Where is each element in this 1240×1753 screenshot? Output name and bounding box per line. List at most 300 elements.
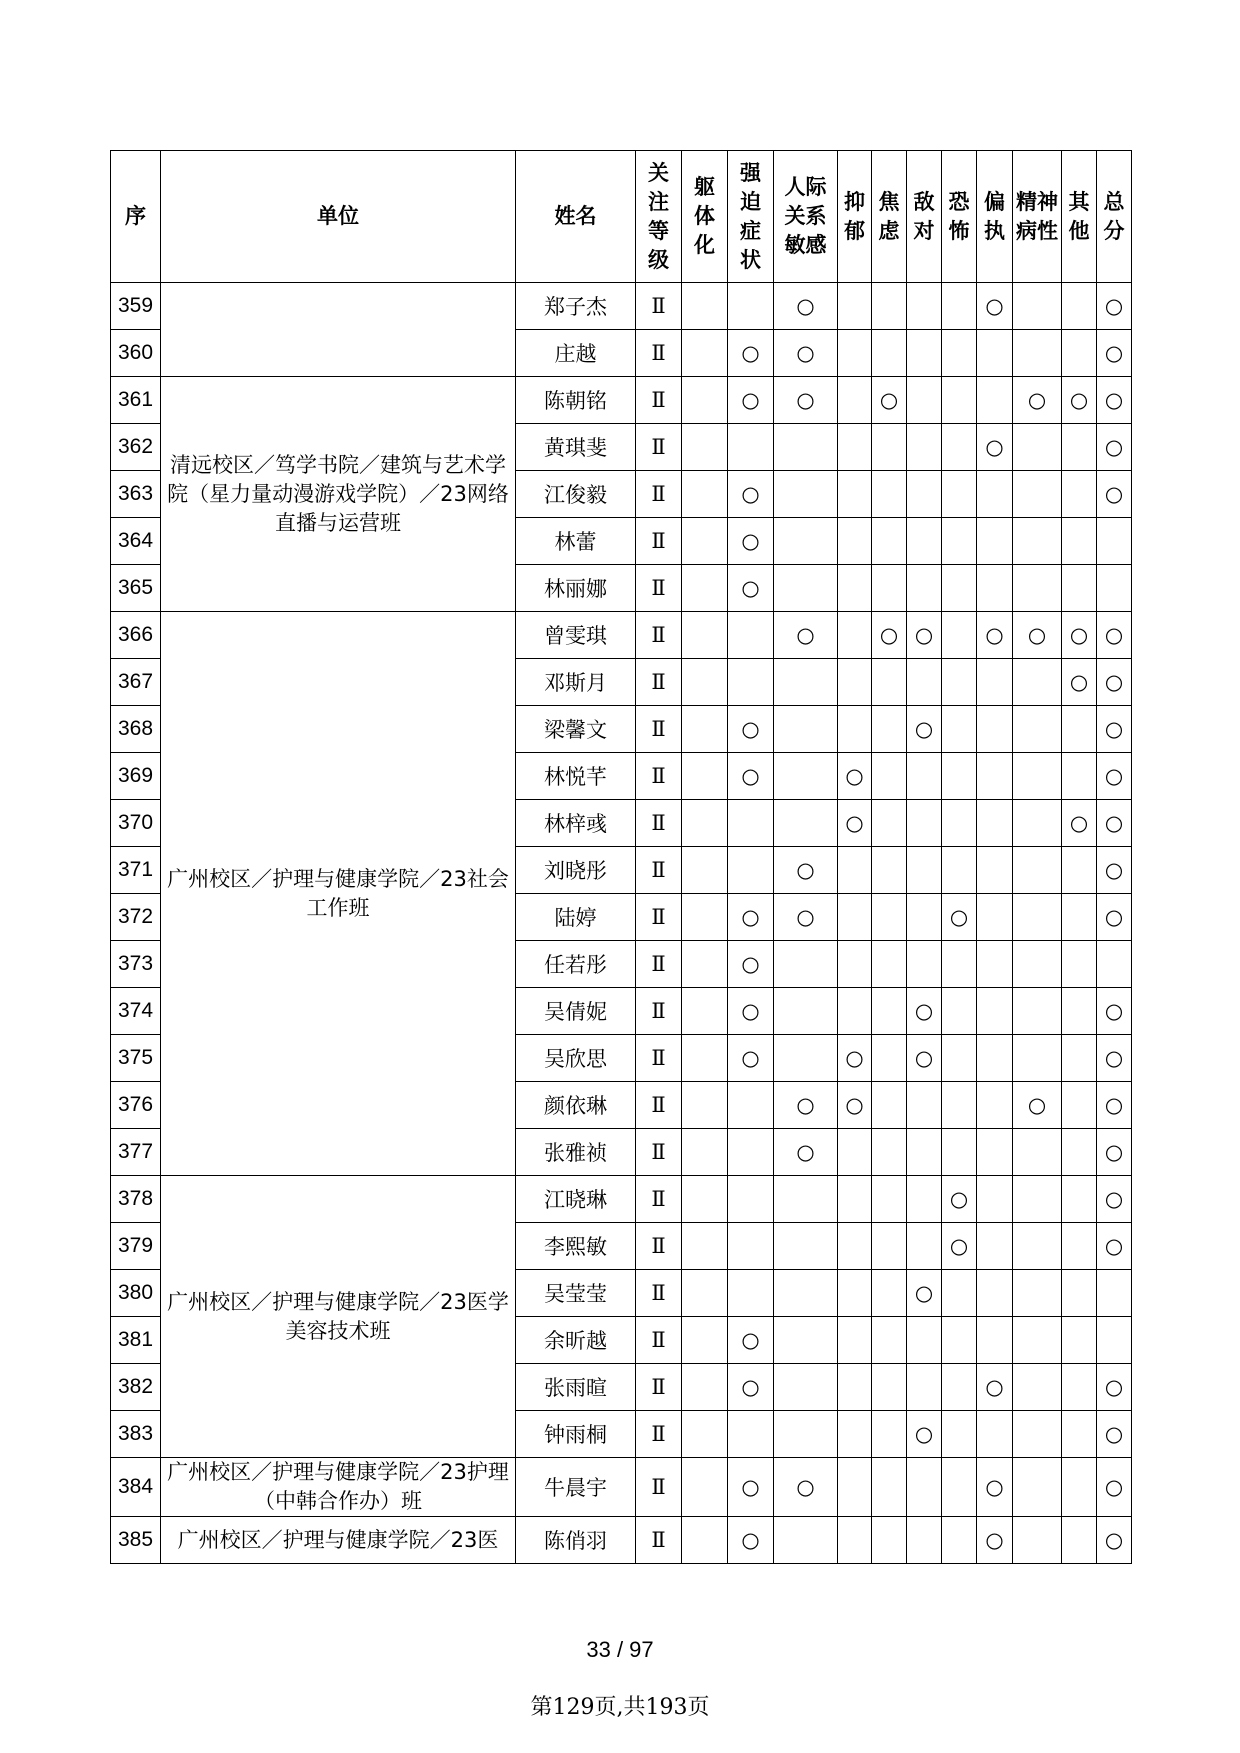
row-mark-hostility xyxy=(907,330,942,377)
row-seq: 363 xyxy=(111,471,161,518)
row-mark-phobia xyxy=(942,847,977,894)
row-mark-depression xyxy=(838,941,872,988)
row-mark-other xyxy=(1062,1517,1097,1564)
row-mark-psychoticism xyxy=(1013,659,1062,706)
row-mark-somatization xyxy=(682,471,728,518)
row-mark-total: ○ xyxy=(1097,988,1132,1035)
row-mark-depression xyxy=(838,518,872,565)
row-student-name: 梁馨文 xyxy=(516,706,636,753)
row-mark-interpersonal: ○ xyxy=(774,330,838,377)
row-student-name: 黄琪斐 xyxy=(516,424,636,471)
row-mark-other xyxy=(1062,1364,1097,1411)
row-mark-anxiety xyxy=(872,1223,907,1270)
row-mark-phobia xyxy=(942,1270,977,1317)
header-obsessive: 强迫症状 xyxy=(728,151,774,283)
row-mark-interpersonal xyxy=(774,1035,838,1082)
row-mark-hostility: ○ xyxy=(907,988,942,1035)
row-mark-depression: ○ xyxy=(838,1035,872,1082)
row-mark-somatization xyxy=(682,612,728,659)
row-attention-level: Ⅱ xyxy=(636,1223,682,1270)
row-seq: 367 xyxy=(111,659,161,706)
row-mark-interpersonal xyxy=(774,1176,838,1223)
row-mark-interpersonal xyxy=(774,706,838,753)
row-mark-somatization xyxy=(682,1458,728,1517)
header-depression: 抑郁 xyxy=(838,151,872,283)
row-mark-other: ○ xyxy=(1062,800,1097,847)
row-mark-obsessive: ○ xyxy=(728,941,774,988)
row-unit: 广州校区／护理与健康学院／23医学美容技术班 xyxy=(161,1176,516,1458)
row-mark-depression xyxy=(838,1517,872,1564)
row-mark-anxiety xyxy=(872,283,907,330)
row-mark-anxiety xyxy=(872,565,907,612)
row-mark-other xyxy=(1062,424,1097,471)
row-mark-somatization xyxy=(682,1082,728,1129)
row-mark-obsessive xyxy=(728,1082,774,1129)
row-mark-obsessive: ○ xyxy=(728,894,774,941)
row-mark-hostility xyxy=(907,659,942,706)
row-mark-total: ○ xyxy=(1097,659,1132,706)
row-mark-paranoia: ○ xyxy=(977,424,1013,471)
row-mark-psychoticism: ○ xyxy=(1013,612,1062,659)
row-student-name: 钟雨桐 xyxy=(516,1411,636,1458)
row-attention-level: Ⅱ xyxy=(636,1176,682,1223)
row-mark-obsessive xyxy=(728,612,774,659)
row-mark-anxiety xyxy=(872,1035,907,1082)
row-student-name: 吴莹莹 xyxy=(516,1270,636,1317)
row-mark-phobia xyxy=(942,659,977,706)
row-mark-depression xyxy=(838,1176,872,1223)
row-mark-total: ○ xyxy=(1097,1035,1132,1082)
row-mark-obsessive xyxy=(728,800,774,847)
header-interpersonal: 人际关系敏感 xyxy=(774,151,838,283)
row-mark-other: ○ xyxy=(1062,659,1097,706)
row-seq: 361 xyxy=(111,377,161,424)
row-mark-total: ○ xyxy=(1097,800,1132,847)
row-mark-psychoticism xyxy=(1013,565,1062,612)
row-mark-interpersonal xyxy=(774,941,838,988)
row-mark-hostility xyxy=(907,1223,942,1270)
row-mark-obsessive xyxy=(728,1223,774,1270)
row-mark-interpersonal xyxy=(774,988,838,1035)
header-unit: 单位 xyxy=(161,151,516,283)
row-mark-psychoticism xyxy=(1013,847,1062,894)
row-mark-obsessive xyxy=(728,424,774,471)
row-mark-interpersonal xyxy=(774,518,838,565)
row-mark-other xyxy=(1062,1129,1097,1176)
row-student-name: 郑子杰 xyxy=(516,283,636,330)
header-total: 总分 xyxy=(1097,151,1132,283)
row-mark-hostility xyxy=(907,424,942,471)
row-seq: 368 xyxy=(111,706,161,753)
row-mark-psychoticism xyxy=(1013,1223,1062,1270)
table-row xyxy=(111,612,1132,659)
row-mark-phobia xyxy=(942,1364,977,1411)
row-mark-somatization xyxy=(682,706,728,753)
row-mark-paranoia: ○ xyxy=(977,1458,1013,1517)
row-mark-obsessive xyxy=(728,283,774,330)
row-mark-hostility xyxy=(907,753,942,800)
row-mark-paranoia xyxy=(977,1035,1013,1082)
row-mark-total: ○ xyxy=(1097,330,1132,377)
row-mark-anxiety xyxy=(872,424,907,471)
row-attention-level: Ⅱ xyxy=(636,847,682,894)
row-mark-obsessive xyxy=(728,1129,774,1176)
row-mark-anxiety: ○ xyxy=(872,612,907,659)
row-mark-anxiety xyxy=(872,1129,907,1176)
row-mark-anxiety xyxy=(872,1082,907,1129)
row-mark-obsessive: ○ xyxy=(728,565,774,612)
row-mark-anxiety xyxy=(872,988,907,1035)
row-mark-total: ○ xyxy=(1097,612,1132,659)
row-seq: 382 xyxy=(111,1364,161,1411)
row-mark-interpersonal xyxy=(774,1517,838,1564)
row-student-name: 颜依琳 xyxy=(516,1082,636,1129)
row-mark-obsessive: ○ xyxy=(728,988,774,1035)
row-mark-hostility: ○ xyxy=(907,1411,942,1458)
row-mark-total: ○ xyxy=(1097,1364,1132,1411)
row-student-name: 林梓彧 xyxy=(516,800,636,847)
row-mark-interpersonal: ○ xyxy=(774,377,838,424)
row-mark-other xyxy=(1062,1082,1097,1129)
row-attention-level: Ⅱ xyxy=(636,753,682,800)
row-mark-psychoticism xyxy=(1013,518,1062,565)
row-attention-level: Ⅱ xyxy=(636,283,682,330)
row-mark-obsessive: ○ xyxy=(728,1364,774,1411)
row-mark-hostility xyxy=(907,847,942,894)
row-mark-other xyxy=(1062,941,1097,988)
row-mark-interpersonal xyxy=(774,1317,838,1364)
row-mark-psychoticism xyxy=(1013,424,1062,471)
row-mark-paranoia xyxy=(977,988,1013,1035)
row-attention-level: Ⅱ xyxy=(636,377,682,424)
row-mark-phobia xyxy=(942,471,977,518)
row-mark-somatization xyxy=(682,1035,728,1082)
row-seq: 377 xyxy=(111,1129,161,1176)
row-student-name: 陈俏羽 xyxy=(516,1517,636,1564)
row-mark-psychoticism xyxy=(1013,1176,1062,1223)
row-mark-phobia: ○ xyxy=(942,894,977,941)
row-mark-depression xyxy=(838,330,872,377)
row-attention-level: Ⅱ xyxy=(636,1270,682,1317)
row-mark-other xyxy=(1062,1317,1097,1364)
row-attention-level: Ⅱ xyxy=(636,424,682,471)
row-mark-interpersonal xyxy=(774,753,838,800)
row-mark-other xyxy=(1062,1411,1097,1458)
row-attention-level: Ⅱ xyxy=(636,612,682,659)
row-mark-psychoticism xyxy=(1013,1458,1062,1517)
header-phobia: 恐怖 xyxy=(942,151,977,283)
row-mark-other xyxy=(1062,330,1097,377)
row-mark-other xyxy=(1062,894,1097,941)
row-mark-anxiety xyxy=(872,1411,907,1458)
row-mark-depression xyxy=(838,894,872,941)
row-mark-psychoticism xyxy=(1013,800,1062,847)
row-mark-psychoticism: ○ xyxy=(1013,377,1062,424)
row-seq: 362 xyxy=(111,424,161,471)
row-seq: 381 xyxy=(111,1317,161,1364)
row-mark-phobia xyxy=(942,612,977,659)
row-mark-somatization xyxy=(682,847,728,894)
row-attention-level: Ⅱ xyxy=(636,1364,682,1411)
row-mark-total: ○ xyxy=(1097,894,1132,941)
row-seq: 370 xyxy=(111,800,161,847)
row-mark-depression: ○ xyxy=(838,800,872,847)
row-mark-somatization xyxy=(682,1364,728,1411)
row-student-name: 张雅祯 xyxy=(516,1129,636,1176)
row-mark-somatization xyxy=(682,1270,728,1317)
row-student-name: 余昕越 xyxy=(516,1317,636,1364)
row-mark-interpersonal xyxy=(774,800,838,847)
row-mark-psychoticism xyxy=(1013,471,1062,518)
row-mark-somatization xyxy=(682,518,728,565)
row-mark-psychoticism xyxy=(1013,753,1062,800)
row-mark-depression xyxy=(838,377,872,424)
row-mark-paranoia xyxy=(977,706,1013,753)
row-mark-paranoia xyxy=(977,800,1013,847)
row-mark-hostility: ○ xyxy=(907,706,942,753)
row-mark-paranoia: ○ xyxy=(977,1364,1013,1411)
row-mark-depression xyxy=(838,1458,872,1517)
row-mark-phobia xyxy=(942,753,977,800)
row-mark-anxiety xyxy=(872,471,907,518)
row-mark-anxiety xyxy=(872,1517,907,1564)
row-mark-paranoia xyxy=(977,1270,1013,1317)
row-mark-psychoticism xyxy=(1013,1517,1062,1564)
row-seq: 380 xyxy=(111,1270,161,1317)
table-row xyxy=(111,1517,1132,1564)
row-mark-total: ○ xyxy=(1097,424,1132,471)
row-mark-obsessive: ○ xyxy=(728,1317,774,1364)
row-attention-level: Ⅱ xyxy=(636,1082,682,1129)
row-mark-somatization xyxy=(682,1411,728,1458)
row-mark-hostility xyxy=(907,941,942,988)
row-mark-psychoticism xyxy=(1013,1411,1062,1458)
row-mark-anxiety xyxy=(872,706,907,753)
row-mark-somatization xyxy=(682,1317,728,1364)
row-mark-anxiety: ○ xyxy=(872,377,907,424)
row-mark-total: ○ xyxy=(1097,1129,1132,1176)
row-mark-interpersonal xyxy=(774,424,838,471)
row-mark-psychoticism xyxy=(1013,283,1062,330)
row-mark-phobia xyxy=(942,424,977,471)
row-mark-hostility: ○ xyxy=(907,1270,942,1317)
row-mark-depression xyxy=(838,1317,872,1364)
row-mark-hostility xyxy=(907,1517,942,1564)
row-mark-obsessive xyxy=(728,1270,774,1317)
row-mark-hostility xyxy=(907,1317,942,1364)
row-mark-anxiety xyxy=(872,1270,907,1317)
row-student-name: 张雨暄 xyxy=(516,1364,636,1411)
row-attention-level: Ⅱ xyxy=(636,988,682,1035)
row-attention-level: Ⅱ xyxy=(636,894,682,941)
row-mark-psychoticism xyxy=(1013,1270,1062,1317)
header-somatization: 躯体化 xyxy=(682,151,728,283)
row-mark-obsessive: ○ xyxy=(728,377,774,424)
row-seq: 366 xyxy=(111,612,161,659)
row-mark-obsessive: ○ xyxy=(728,753,774,800)
row-attention-level: Ⅱ xyxy=(636,941,682,988)
row-mark-other xyxy=(1062,988,1097,1035)
row-mark-hostility xyxy=(907,1129,942,1176)
row-mark-interpersonal xyxy=(774,1364,838,1411)
header-name: 姓名 xyxy=(516,151,636,283)
row-seq: 379 xyxy=(111,1223,161,1270)
row-mark-total: ○ xyxy=(1097,847,1132,894)
row-mark-anxiety xyxy=(872,659,907,706)
row-mark-other xyxy=(1062,1458,1097,1517)
row-mark-paranoia: ○ xyxy=(977,1517,1013,1564)
row-student-name: 曾雯琪 xyxy=(516,612,636,659)
row-seq: 372 xyxy=(111,894,161,941)
row-attention-level: Ⅱ xyxy=(636,1035,682,1082)
row-mark-other xyxy=(1062,753,1097,800)
row-mark-anxiety xyxy=(872,847,907,894)
row-mark-other xyxy=(1062,283,1097,330)
row-mark-phobia xyxy=(942,1035,977,1082)
row-mark-hostility xyxy=(907,377,942,424)
row-mark-paranoia: ○ xyxy=(977,612,1013,659)
row-seq: 385 xyxy=(111,1517,161,1564)
row-mark-depression xyxy=(838,1364,872,1411)
row-mark-interpersonal xyxy=(774,1270,838,1317)
row-mark-depression xyxy=(838,988,872,1035)
table-row xyxy=(111,1458,1132,1517)
row-student-name: 邓斯月 xyxy=(516,659,636,706)
row-mark-obsessive: ○ xyxy=(728,1517,774,1564)
row-student-name: 林丽娜 xyxy=(516,565,636,612)
row-mark-anxiety xyxy=(872,1176,907,1223)
row-mark-total: ○ xyxy=(1097,377,1132,424)
row-mark-anxiety xyxy=(872,941,907,988)
row-seq: 371 xyxy=(111,847,161,894)
row-student-name: 林悦芊 xyxy=(516,753,636,800)
row-mark-phobia: ○ xyxy=(942,1223,977,1270)
row-mark-phobia xyxy=(942,1082,977,1129)
row-mark-somatization xyxy=(682,377,728,424)
page-total: 第129页,共193页 xyxy=(530,1695,710,1720)
row-student-name: 牛晨宇 xyxy=(516,1458,636,1517)
row-mark-anxiety xyxy=(872,518,907,565)
row-mark-phobia xyxy=(942,706,977,753)
row-mark-phobia xyxy=(942,1411,977,1458)
row-mark-total: ○ xyxy=(1097,1411,1132,1458)
row-mark-other xyxy=(1062,847,1097,894)
row-mark-other xyxy=(1062,565,1097,612)
row-mark-depression: ○ xyxy=(838,753,872,800)
table-row xyxy=(111,377,1132,424)
row-student-name: 陈朝铭 xyxy=(516,377,636,424)
row-seq: 364 xyxy=(111,518,161,565)
row-mark-depression xyxy=(838,1129,872,1176)
row-mark-total: ○ xyxy=(1097,706,1132,753)
row-mark-other: ○ xyxy=(1062,377,1097,424)
table-row xyxy=(111,1176,1132,1223)
row-attention-level: Ⅱ xyxy=(636,518,682,565)
row-mark-somatization xyxy=(682,283,728,330)
row-attention-level: Ⅱ xyxy=(636,706,682,753)
row-seq: 383 xyxy=(111,1411,161,1458)
row-mark-hostility xyxy=(907,471,942,518)
row-mark-interpersonal: ○ xyxy=(774,847,838,894)
row-mark-total: ○ xyxy=(1097,1517,1132,1564)
row-mark-paranoia xyxy=(977,377,1013,424)
row-mark-paranoia xyxy=(977,941,1013,988)
row-mark-depression xyxy=(838,659,872,706)
row-mark-paranoia xyxy=(977,753,1013,800)
header-level: 关注等级 xyxy=(636,151,682,283)
row-mark-other xyxy=(1062,471,1097,518)
row-mark-phobia xyxy=(942,1317,977,1364)
row-attention-level: Ⅱ xyxy=(636,1517,682,1564)
row-attention-level: Ⅱ xyxy=(636,471,682,518)
row-mark-obsessive xyxy=(728,1176,774,1223)
row-seq: 360 xyxy=(111,330,161,377)
row-mark-phobia xyxy=(942,518,977,565)
row-mark-somatization xyxy=(682,1176,728,1223)
row-attention-level: Ⅱ xyxy=(636,1458,682,1517)
row-mark-obsessive xyxy=(728,659,774,706)
row-mark-somatization xyxy=(682,941,728,988)
row-mark-anxiety xyxy=(872,753,907,800)
row-mark-phobia xyxy=(942,1129,977,1176)
row-mark-obsessive: ○ xyxy=(728,1035,774,1082)
row-student-name: 林蕾 xyxy=(516,518,636,565)
row-mark-somatization xyxy=(682,894,728,941)
row-mark-paranoia xyxy=(977,1223,1013,1270)
row-mark-depression xyxy=(838,1411,872,1458)
row-student-name: 任若彤 xyxy=(516,941,636,988)
header-anxiety: 焦虑 xyxy=(872,151,907,283)
row-mark-paranoia xyxy=(977,1411,1013,1458)
row-mark-total: ○ xyxy=(1097,753,1132,800)
row-mark-depression xyxy=(838,847,872,894)
row-mark-somatization xyxy=(682,424,728,471)
row-attention-level: Ⅱ xyxy=(636,1129,682,1176)
row-student-name: 吴倩妮 xyxy=(516,988,636,1035)
row-mark-hostility xyxy=(907,1082,942,1129)
header-paranoia: 偏执 xyxy=(977,151,1013,283)
row-attention-level: Ⅱ xyxy=(636,800,682,847)
row-mark-hostility xyxy=(907,518,942,565)
row-student-name: 江俊毅 xyxy=(516,471,636,518)
row-mark-paranoia xyxy=(977,330,1013,377)
page-number: 33 / 97 xyxy=(586,1637,654,1662)
row-mark-paranoia xyxy=(977,1176,1013,1223)
row-mark-total xyxy=(1097,565,1132,612)
row-mark-anxiety xyxy=(872,1364,907,1411)
row-mark-depression xyxy=(838,706,872,753)
row-mark-interpersonal: ○ xyxy=(774,283,838,330)
row-mark-interpersonal: ○ xyxy=(774,1082,838,1129)
row-mark-anxiety xyxy=(872,1317,907,1364)
row-mark-interpersonal: ○ xyxy=(774,1458,838,1517)
row-seq: 369 xyxy=(111,753,161,800)
row-unit: 广州校区／护理与健康学院／23护理（中韩合作办）班 xyxy=(161,1458,516,1517)
row-mark-interpersonal xyxy=(774,1223,838,1270)
row-mark-total xyxy=(1097,1270,1132,1317)
row-mark-paranoia xyxy=(977,1129,1013,1176)
header-hostility: 敌对 xyxy=(907,151,942,283)
row-mark-other xyxy=(1062,1223,1097,1270)
row-mark-paranoia xyxy=(977,518,1013,565)
row-mark-depression xyxy=(838,283,872,330)
row-mark-interpersonal xyxy=(774,1411,838,1458)
row-mark-obsessive: ○ xyxy=(728,330,774,377)
row-mark-psychoticism xyxy=(1013,330,1062,377)
row-mark-somatization xyxy=(682,565,728,612)
row-seq: 373 xyxy=(111,941,161,988)
row-mark-somatization xyxy=(682,800,728,847)
